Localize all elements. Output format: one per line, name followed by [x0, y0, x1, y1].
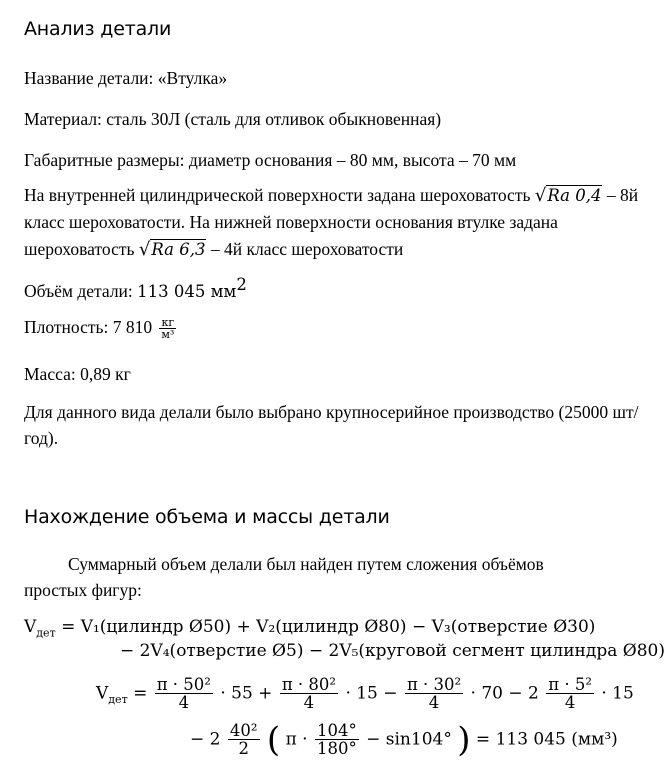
- formula-volume-sum-line1: [24, 617, 595, 639]
- roughness-radical-2: √Ra 6,3: [138, 239, 206, 260]
- dimensions-line: Габаритные размеры: диаметр основания – 80 мм, высота – 70 мм: [24, 150, 517, 170]
- density-unit-fraction: [159, 317, 176, 342]
- formula2-frac-4-den: 4: [564, 693, 576, 713]
- formula2-frac-1-den: 4: [178, 693, 190, 713]
- formula2-frac-2-den: 4: [303, 693, 315, 713]
- formula2-term-4: · 15: [601, 683, 634, 704]
- formula2-frac-2-num: π · 80²: [281, 675, 337, 694]
- formula2-term-1: · 55 +: [220, 683, 273, 704]
- formula2-frac-2: [280, 676, 338, 712]
- roughness-text-3: – 4й класс шероховатости: [210, 239, 404, 259]
- formula2-frac-3: [405, 676, 463, 712]
- roughness-radical-1: √Ra 0,4: [534, 185, 602, 206]
- formula2-frac-1-num: π · 50²: [156, 675, 211, 694]
- volume-label: Объём детали:: [24, 280, 133, 301]
- formula2-v-sub: дет: [108, 693, 128, 707]
- formula2-eq: =: [133, 683, 148, 704]
- formula2-v: V: [96, 683, 109, 704]
- volume-line: [24, 272, 644, 305]
- volume-intro: Суммарный объем делали был найден путем сложения объёмов простых фигур:: [24, 554, 544, 600]
- formula-sum-terms-1: = V₁(цилиндр Ø50) + V₂(цилиндр Ø80) − V₃(отверстие Ø30): [61, 617, 596, 637]
- roughness-text-2: – 8й класс шероховатости. На нижней поверхности основания втулке задана шероховатость: [24, 185, 639, 259]
- formula3-paren-close: ): [457, 720, 471, 761]
- density-line: [24, 314, 644, 341]
- section-title-analysis: Анализ детали: [24, 18, 172, 40]
- density-unit-den: м³: [161, 328, 175, 342]
- material-line: Материал: сталь 30Л (сталь для отливок обыкновенная): [24, 109, 442, 129]
- formula-volume-values: [96, 676, 634, 712]
- formula-volume-segment: [190, 720, 618, 761]
- roughness-value-1: Ra 0,4: [547, 186, 602, 205]
- formula2-frac-1: [155, 676, 213, 712]
- formula3-frac-num: 40²: [229, 721, 258, 740]
- formula3-paren-open: (: [266, 720, 281, 761]
- roughness-paragraph: [24, 182, 644, 263]
- formula3-angle-frac: [315, 722, 359, 758]
- roughness-value-2: Ra 6,3: [151, 240, 206, 259]
- roughness-text-1: На внутренней цилиндрической поверхности задана шероховатость: [24, 185, 531, 205]
- formula-v: V: [24, 617, 37, 637]
- formula-v-sub: дет: [36, 626, 56, 640]
- density-unit-num: кг: [161, 315, 175, 329]
- section-title-volume: Нахождение объема и массы детали: [24, 506, 390, 528]
- density-label: Плотность: 7 810: [24, 317, 153, 337]
- formula2-frac-3-den: 4: [428, 693, 440, 713]
- volume-exponent: 2: [236, 275, 247, 294]
- formula3-result: = 113 045 (мм³): [475, 729, 618, 750]
- formula2-term-2: · 15 −: [345, 683, 398, 704]
- formula3-frac: [228, 722, 260, 758]
- formula3-lead: − 2: [190, 729, 221, 750]
- formula3-angle-num: 104°: [316, 721, 357, 740]
- formula3-pi: π ·: [285, 729, 308, 750]
- volume-value: 113 045 мм: [137, 281, 237, 301]
- mass-line: Масса: 0,89 кг: [24, 364, 131, 384]
- part-name-line: Название детали: «Втулка»: [24, 68, 228, 88]
- formula3-tail: − sin104°: [366, 729, 452, 750]
- formula2-frac-4: [546, 676, 594, 712]
- formula2-frac-3-num: π · 30²: [406, 675, 462, 694]
- formula2-frac-4-num: π · 5²: [548, 675, 592, 694]
- formula3-angle-den: 180°: [316, 739, 357, 759]
- formula3-frac-den: 2: [238, 739, 249, 759]
- production-line: Для данного вида делали было выбрано крупносерийное производство (25000 шт/год).: [24, 402, 639, 448]
- formula-volume-sum-line2: − 2V₄(отверстие Ø5) − 2V₅(круговой сегмент цилиндра Ø80): [120, 641, 665, 661]
- formula2-term-3: · 70 − 2: [470, 683, 539, 704]
